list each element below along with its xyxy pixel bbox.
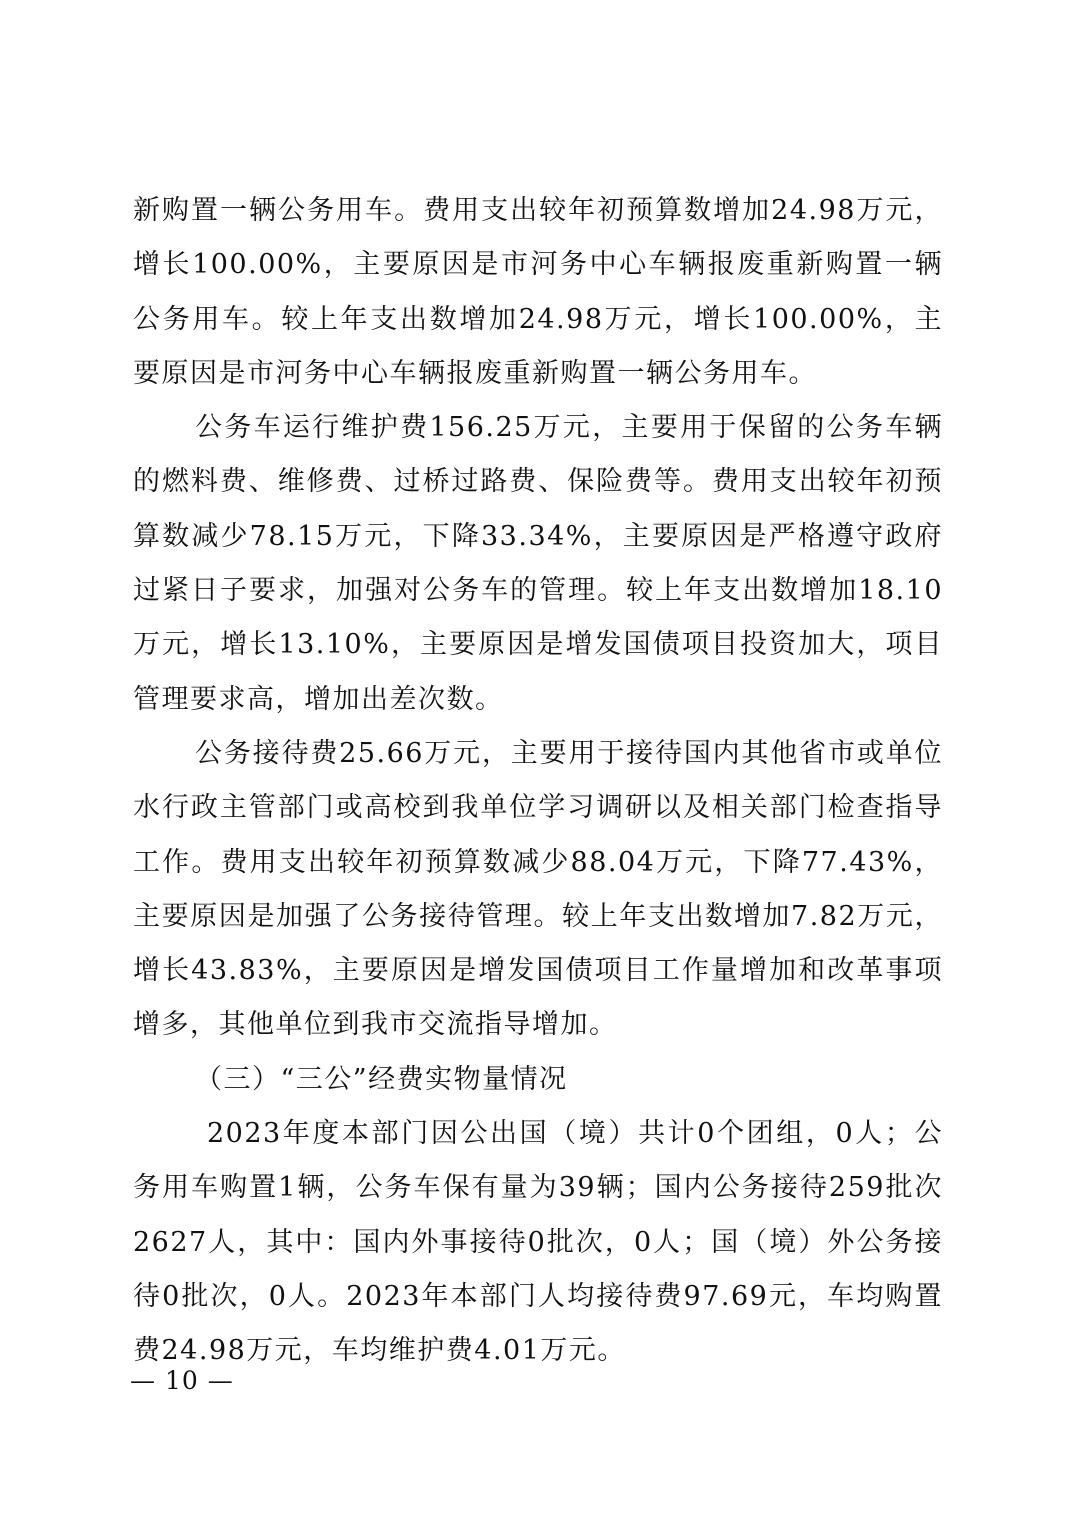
document-body	[133, 184, 943, 1379]
paragraph-official-reception: 公务接待费25.66万元，主要用于接待国内其他省市或单位水行政主管部门或高校到我单位学习调研以及相关部门检查指导工作。费用支出较年初预算数减少88.04万元，下降77.43%，主要原因是加强了公务接待管理。较上年支出数增加7.82万元，增长43.83%，主要原因是增发国债项目工作量增加和改革事项增多，其他单位到我市交流指导增加。	[133, 737, 943, 1041]
paragraph-physical-quantities: 2023年度本部门因公出国（境）共计0个团组，0人；公务用车购置1辆，公务车保有量为39辆；国内公务接待259批次2627人，其中：国内外事接待0批次，0人；国（境）外公务接待0批次，0人。2023年本部门人均接待费97.69元，车均购置费24.98万元，车均维护费4.01万元。	[133, 1118, 943, 1367]
section-heading-physical-quantities: （三）“三公”经费实物量情况	[195, 1063, 568, 1095]
page-number: — 10 —	[130, 1366, 234, 1395]
paragraph-vehicle-purchase-continued: 新购置一辆公务用车。费用支出较年初预算数增加24.98万元，增长100.00%，主要原因是市河务中心车辆报废重新购置一辆公务用车。较上年支出数增加24.98万元，增长100.00%，主要原因是市河务中心车辆报废重新购置一辆公务用车。	[133, 195, 943, 389]
paragraph-vehicle-maintenance: 公务车运行维护费156.25万元，主要用于保留的公务车辆的燃料费、维修费、过桥过路费、保险费等。费用支出较年初预算数减少78.15万元，下降33.34%，主要原因是严格遵守政府过紧日子要求，加强对公务车的管理。较上年支出数增加18.10万元，增长13.10%，主要原因是增发国债项目投资加大，项目管理要求高，增加出差次数。	[133, 412, 943, 715]
